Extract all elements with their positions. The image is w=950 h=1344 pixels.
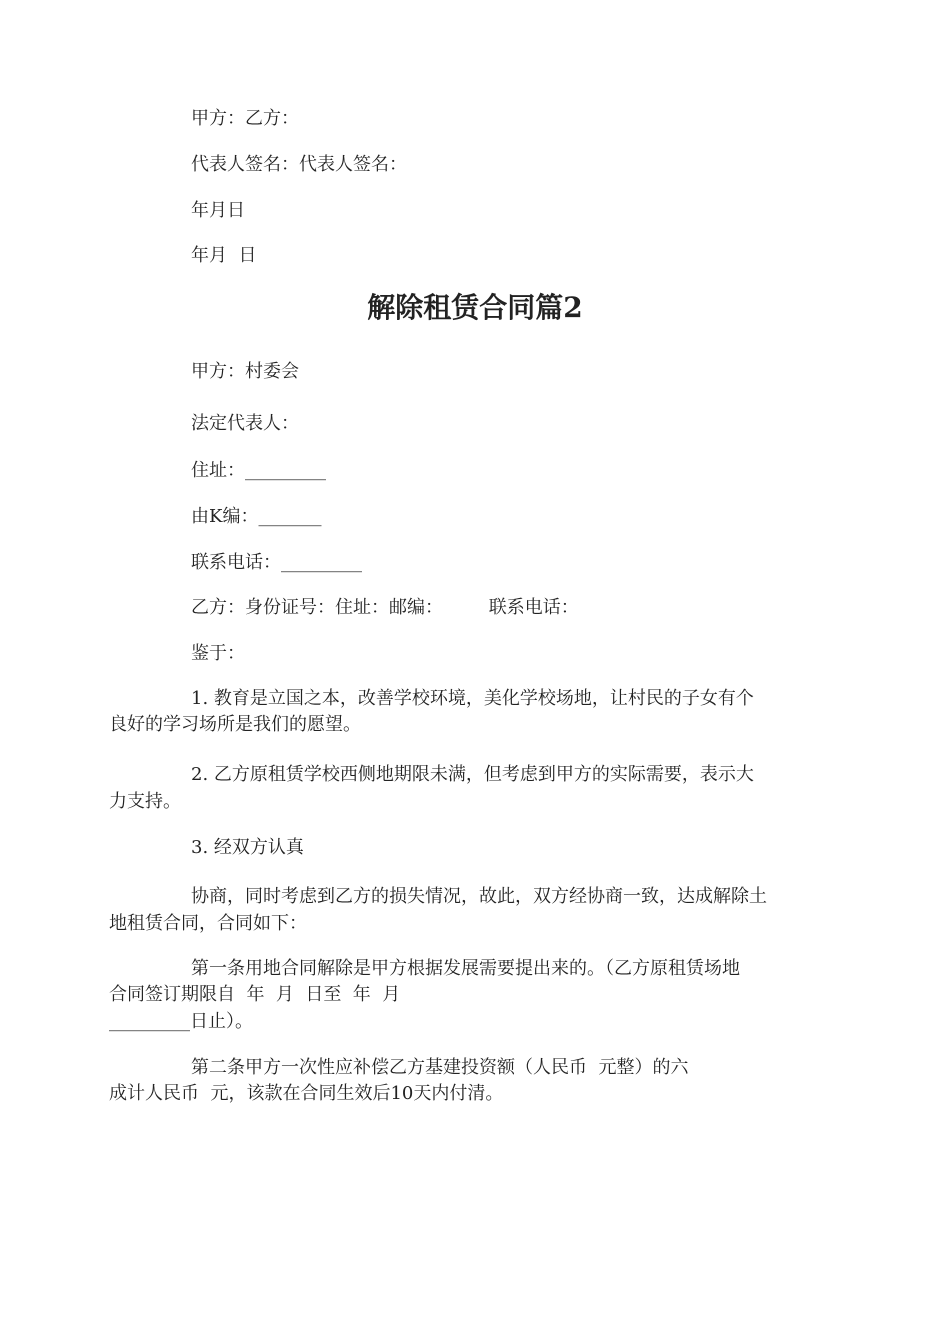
clause-2-line-1: 2. 乙方原租赁学校西侧地期限未满，但考虑到甲方的实际需要，表示大 xyxy=(191,764,754,785)
document-title: 解除租赁合同篇2 xyxy=(367,291,583,324)
party-a-legal-rep: 法定代表人： xyxy=(191,413,299,434)
party-a-name: 甲方：村委会 xyxy=(191,361,299,382)
article-1-line-2: 合同签订期限自 年 月 日至 年 月 xyxy=(109,984,401,1005)
clause-1-line-2: 良好的学习场所是我们的愿望。 xyxy=(109,714,361,735)
clause-4-line-1: 协商，同时考虑到乙方的损失情况，故此，双方经协商一致，达成解除土 xyxy=(191,886,767,907)
party-b-line: 乙方：身份证号：住址：邮编： 联系电话： xyxy=(191,597,579,618)
signature-date-2: 年月 日 xyxy=(191,245,257,266)
clause-4-line-2: 地租赁合同，合同如下： xyxy=(109,913,307,934)
signature-representatives: 代表人签名：代表人签名： xyxy=(191,154,407,175)
article-1-line-1: 第一条用地合同解除是甲方根据发展需要提出来的。（乙方原租赁场地 xyxy=(191,958,740,979)
party-a-phone: 联系电话：_________ xyxy=(191,552,362,573)
article-2-line-2: 成计人民币 元，该款在合同生效后10天内付清。 xyxy=(109,1083,504,1104)
clause-3: 3. 经双方认真 xyxy=(191,837,304,858)
article-2-line-1: 第二条甲方一次性应补偿乙方基建投资额（人民币 元整）的六 xyxy=(191,1057,689,1078)
article-1-line-3: _________日止）。 xyxy=(109,1011,253,1032)
party-a-postcode: 由K编：_______ xyxy=(191,506,322,527)
signature-parties: 甲方：乙方： xyxy=(191,108,299,129)
whereas-label: 鉴于： xyxy=(191,643,245,664)
signature-date-1: 年月日 xyxy=(191,200,245,221)
clause-1-line-1: 1. 教育是立国之本，改善学校环境，美化学校场地，让村民的子女有个 xyxy=(191,688,754,709)
clause-2-line-2: 力支持。 xyxy=(109,791,181,812)
party-a-address: 住址：_________ xyxy=(191,460,326,481)
